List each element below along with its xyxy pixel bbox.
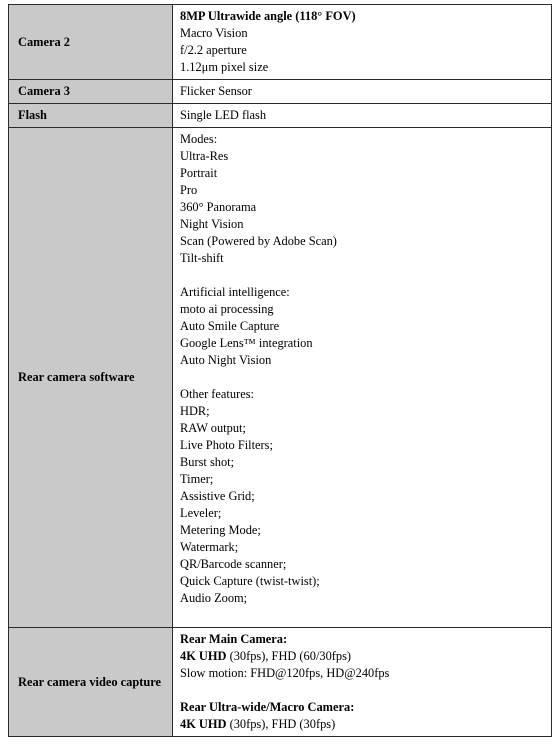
spec-value-text: Assistive Grid; [180,489,255,503]
spec-value-bold-text: Rear Ultra-wide/Macro Camera: [180,700,355,714]
spec-value-line [180,471,546,488]
spec-value-text: Other features: [180,387,254,401]
spec-row [9,80,552,104]
spec-value-line [180,107,546,124]
spec-value-line [180,352,546,369]
spec-table-body [9,5,552,737]
spec-value-line [180,631,546,648]
spec-value-bold-text: 4K UHD [180,717,227,731]
spec-value-line [180,59,546,76]
spec-value-bold-text: 4K UHD [180,649,227,663]
spec-value-line [180,522,546,539]
spec-value-line [180,284,546,301]
spec-value-line [180,369,546,386]
spec-value-text: QR/Barcode scanner; [180,557,287,571]
spec-value-line [180,182,546,199]
spec-value-line [180,454,546,471]
spec-value-line [180,267,546,284]
spec-value-text: Quick Capture (twist-twist); [180,574,320,588]
spec-value [173,128,552,628]
spec-value-line [180,505,546,522]
spec-value-line [180,682,546,699]
spec-value-line [180,301,546,318]
spec-row [9,5,552,80]
spec-value-line [180,148,546,165]
spec-value-line [180,699,546,716]
spec-value-line [180,648,546,665]
spec-value-line [180,25,546,42]
spec-value [173,628,552,737]
spec-value-line [180,318,546,335]
spec-value-text: f/2.2 aperture [180,43,247,57]
spec-value-line [180,250,546,267]
spec-value [173,80,552,104]
spec-value-text: Artificial intelligence: [180,285,290,299]
spec-row [9,128,552,628]
spec-value-text: Audio Zoom; [180,591,248,605]
spec-value-line [180,83,546,100]
spec-value-text: Modes: [180,132,218,146]
spec-value-line [180,199,546,216]
spec-table [8,4,552,737]
spec-label: Rear camera video capture [9,628,173,737]
spec-value-text: 360° Panorama [180,200,257,214]
spec-value-text: HDR; [180,404,210,418]
spec-label: Camera 2 [9,5,173,80]
spec-value-line [180,335,546,352]
spec-value-text: Ultra-Res [180,149,229,163]
spec-row [9,104,552,128]
spec-value-line [180,42,546,59]
spec-value-line [180,216,546,233]
spec-value-text: Auto Night Vision [180,353,272,367]
spec-value-line [180,131,546,148]
spec-value-line [180,233,546,250]
spec-value-text: Live Photo Filters; [180,438,273,452]
spec-label: Camera 3 [9,80,173,104]
spec-value-text: Macro Vision [180,26,248,40]
spec-value-text: Timer; [180,472,214,486]
spec-value-text: (30fps), FHD (60/30fps) [226,649,352,663]
spec-value-text: RAW output; [180,421,246,435]
spec-value-line [180,607,546,624]
spec-value-text: 1.12μm pixel size [180,60,269,74]
spec-value-bold-text: Rear Main Camera: [180,632,288,646]
spec-value-line [180,665,546,682]
spec-value-text: Scan (Powered by Adobe Scan) [180,234,337,248]
spec-value-line [180,420,546,437]
spec-value-text: Pro [180,183,198,197]
spec-value-text: Tilt-shift [180,251,224,265]
spec-value-text: Slow motion: FHD@120fps, HD@240fps [180,666,390,680]
spec-value-line [180,8,546,25]
spec-value-line [180,716,546,733]
spec-value-text: moto ai processing [180,302,274,316]
spec-label: Flash [9,104,173,128]
spec-value-line [180,556,546,573]
spec-value-line [180,573,546,590]
spec-value-text: Watermark; [180,540,239,554]
spec-value-line [180,165,546,182]
spec-value-text: Portrait [180,166,218,180]
spec-value-text: Auto Smile Capture [180,319,280,333]
spec-value-line [180,488,546,505]
spec-value-text: Metering Mode; [180,523,261,537]
spec-value-text: Flicker Sensor [180,84,252,98]
spec-value-text: Leveler; [180,506,222,520]
spec-value-text: Night Vision [180,217,244,231]
spec-value-line [180,590,546,607]
spec-value-line [180,386,546,403]
spec-value [173,5,552,80]
spec-value [173,104,552,128]
spec-value-line [180,437,546,454]
spec-value-text: Single LED flash [180,108,267,122]
spec-value-line [180,403,546,420]
spec-value-line [180,539,546,556]
spec-value-text: (30fps), FHD (30fps) [226,717,336,731]
spec-value-bold-text: 8MP Ultrawide angle (118° FOV) [180,9,356,23]
spec-label: Rear camera software [9,128,173,628]
spec-value-text: Google Lens™ integration [180,336,313,350]
spec-value-text: Burst shot; [180,455,235,469]
spec-row [9,628,552,737]
